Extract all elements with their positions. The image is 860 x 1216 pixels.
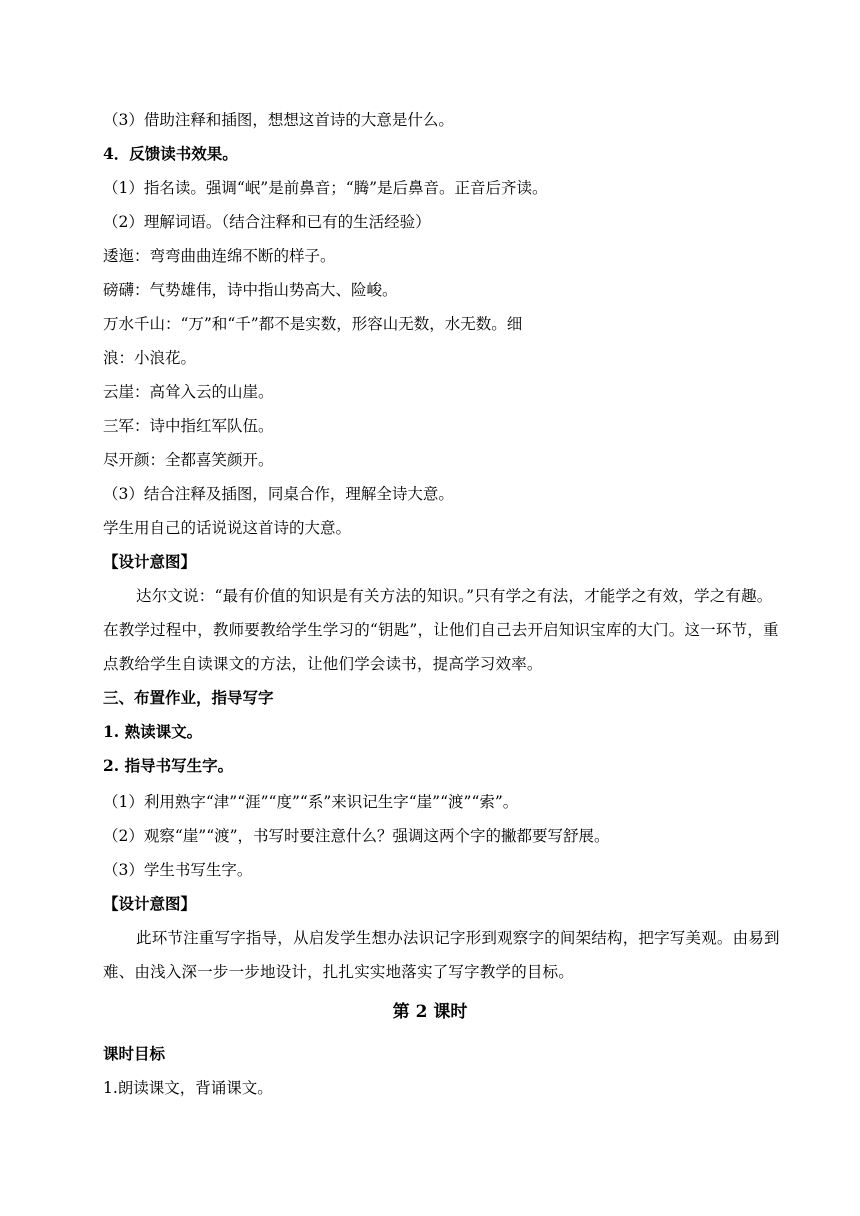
student-retell: 学生用自己的话说说这首诗的大意。	[103, 519, 352, 537]
word-definition-jinkaiyan: 尽开颜：全都喜笑颜开。	[103, 451, 274, 469]
writing-step-1: （1）利用熟字“津”“涯”“度”“系”来识记生字“崖”“渡”“索”。	[103, 793, 519, 811]
section-three-heading: 三、布置作业，指导写字	[103, 688, 274, 707]
word-definition-xilang: 浪：小浪花。	[103, 349, 197, 367]
step-2-understand-words: （2）理解词语。（结合注释和已有的生活经验）	[103, 213, 431, 231]
writing-step-3: （3）学生书写生字。	[103, 861, 253, 879]
design-intent-heading-2: 【设计意图】	[103, 894, 197, 913]
objective-item-1: 1.朗读课文，背诵课文。	[103, 1079, 273, 1097]
step-3-read-meaning: （3）借助注释和插图，想想这首诗的大意是什么。	[103, 111, 454, 129]
word-definition-yunya: 云崖：高耸入云的山崖。	[103, 383, 274, 401]
step-1-pronunciation: （1）指名读。强调“岷”是前鼻音；“腾”是后鼻音。正音后齐读。	[103, 179, 548, 197]
writing-step-2: （2）观察“崖”“渡”，书写时要注意什么？强调这两个字的撇都要写舒展。	[103, 827, 610, 845]
design-intent-paragraph: 达尔文说：“最有价值的知识是有关方法的知识。”只有学之有法，才能学之有效，学之有趣。在教学过程中，教师要教给学生学习的“钥匙”，让他们自己去开启知识宝库的大门。这一环节，重点教给学生自读课文的方法，让他们学会读书，提高学习效率。	[103, 587, 779, 673]
homework-item-2: 2. 指导书写生字。	[103, 756, 234, 775]
lesson-2-title: 第 2 课时	[392, 1002, 468, 1022]
step-3-pair-work: （3）结合注释及插图，同桌合作，理解全诗大意。	[103, 485, 454, 503]
word-definition-sanjun: 三军：诗中指红军队伍。	[103, 417, 274, 435]
word-definition-weiyi: 逶迤：弯弯曲曲连绵不断的样子。	[103, 247, 336, 265]
lesson-objectives-heading: 课时目标	[103, 1044, 166, 1063]
word-definition-pangbo: 磅礴：气势雄伟，诗中指山势高大、险峻。	[103, 281, 398, 299]
design-intent-heading: 【设计意图】	[103, 552, 197, 571]
word-definition-wanshui: 万水千山：“万”和“千”都不是实数，形容山无数，水无数。细	[103, 315, 523, 333]
design-intent-paragraph-2: 此环节注重写字指导，从启发学生想办法识记字形到观察字的间架结构，把字写美观。由易到难、由浅入深一步一步地设计，扎扎实实地落实了写字教学的目标。	[103, 929, 780, 981]
heading-feedback-reading: 4．反馈读书效果。	[103, 144, 238, 163]
homework-item-1: 1. 熟读课文。	[103, 722, 203, 741]
